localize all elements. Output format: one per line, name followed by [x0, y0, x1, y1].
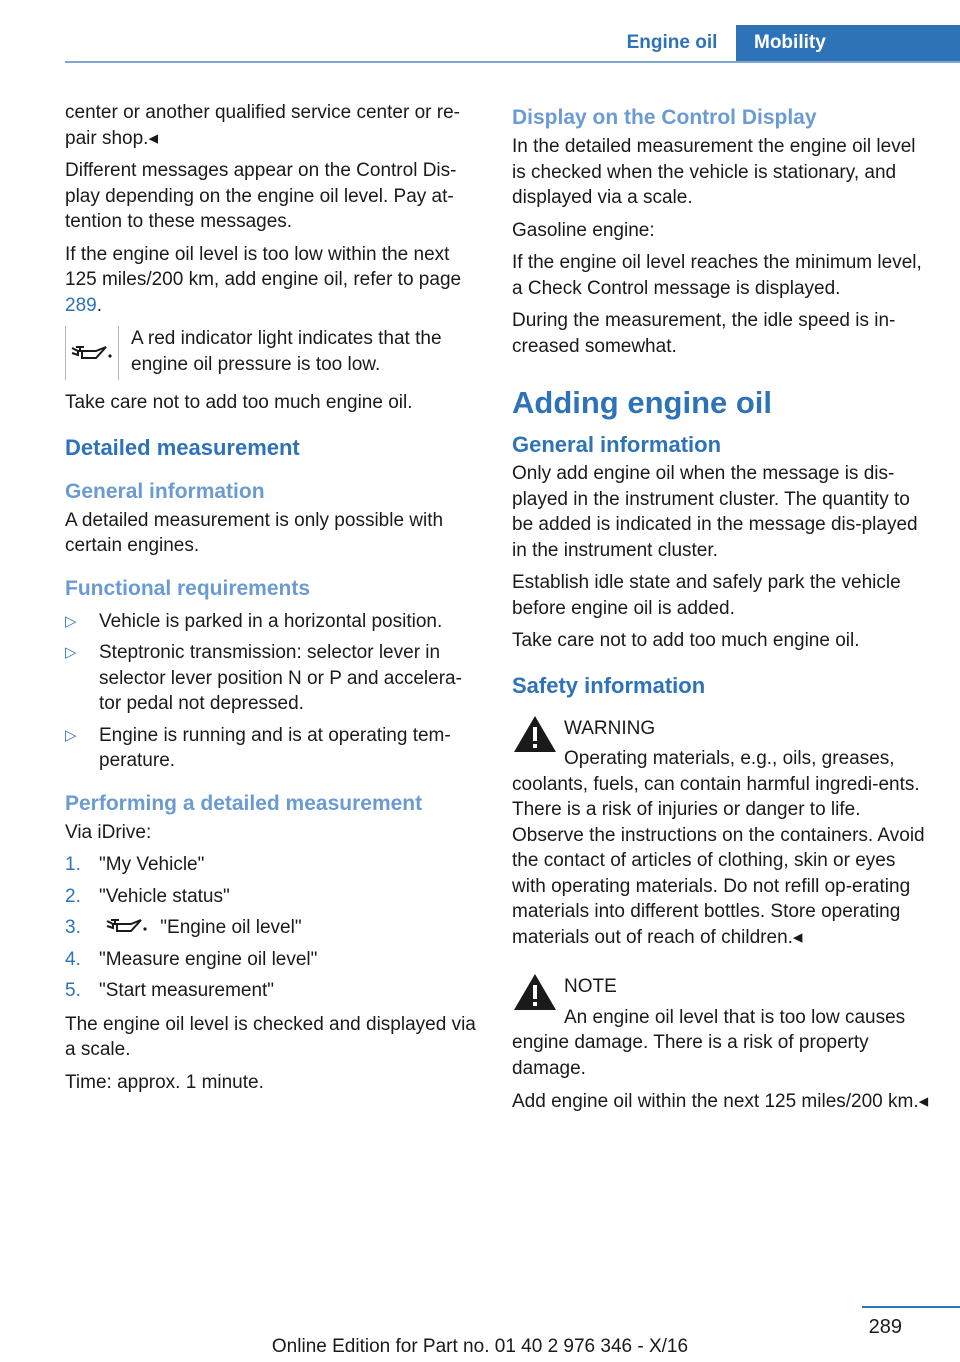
oil-can-icon — [99, 917, 155, 938]
step-text: "My Vehicle" — [99, 854, 205, 875]
note-title: NOTE — [564, 976, 617, 997]
list-item — [65, 884, 477, 910]
paragraph-general-2: Only add engine oil when the message is dis‐played in the instrument cluster. The quantity to be added is indicated in the message dis‐played in the instrument cluster. — [512, 463, 918, 561]
paragraph-checked: The engine oil level is checked and displayed via a scale. — [65, 1013, 476, 1060]
requirement-text: Steptronic transmission: selector lever in selector lever position N or P and accelera‐tor pedal not depressed. — [99, 642, 462, 714]
heading-safety-information: Safety information — [512, 672, 706, 698]
indicator-light-row — [65, 326, 477, 380]
triangle-bullet-icon: ▷ — [65, 644, 77, 661]
paragraph-idle: During the measurement, the idle speed is in‐creased somewhat. — [512, 310, 896, 357]
indicator-light-text: A red indicator light indicates that the engine oil pressure is too low. — [131, 328, 442, 375]
paragraph-establish: Establish idle state and safely park the vehicle before engine oil is added. — [512, 572, 901, 619]
requirement-text: Vehicle is parked in a horizontal position. — [99, 610, 443, 632]
step-number: 2. — [65, 885, 81, 907]
step-number: 1. — [65, 854, 81, 875]
step-number: 4. — [65, 948, 81, 970]
list-item — [65, 609, 477, 635]
oil-low-text: If the engine oil level is too low within the next 125 miles/200 km, add engine oil, refer to page — [65, 243, 462, 290]
page-number: 289 — [868, 1316, 902, 1338]
heading-general-information-2: General information — [512, 432, 722, 457]
list-item — [65, 915, 477, 941]
warning-triangle-icon — [512, 972, 558, 1012]
list-item — [65, 978, 477, 1004]
oil-can-icon — [65, 326, 119, 380]
warning-triangle-icon — [512, 714, 558, 754]
list-item — [65, 947, 477, 973]
heading-performing-measurement: Performing a detailed measurement — [65, 791, 423, 815]
paragraph-gasoline: If the engine oil level reaches the minimum level, a Check Control message is displayed. — [512, 252, 922, 299]
step-number: 5. — [65, 980, 81, 1001]
list-item — [65, 852, 477, 878]
paragraph-too-much: Take care not to add too much engine oil. — [65, 392, 413, 413]
list-item — [65, 640, 477, 717]
paragraph-note-add: Add engine oil within the next 125 miles/200 km.◂ — [512, 1091, 929, 1112]
paragraph-messages: Different messages appear on the Control Dis‐play depending on the engine oil level. Pay at‐tention to these messages. — [65, 160, 457, 232]
warning-text: Operating materials, e.g., oils, greases, coolants, fuels, can contain harmful ingredi‐ents. There is a risk of injuries or danger to life. Observe the instructions on the containers. Avoid the contact of articles of clothing, skin or eyes with operating materials. Do not refill op‐erating materials into different bottles. Store operating materials out of reach of children.◂ — [512, 748, 925, 948]
header-chapter-tab: Mobility — [736, 25, 960, 61]
footer-divider — [862, 1306, 960, 1308]
requirement-text: Engine is running and is at operating tem‐perature. — [99, 724, 451, 771]
left-column — [65, 100, 477, 1102]
page-link[interactable]: 289 — [65, 294, 97, 316]
paragraph-oil-low — [65, 242, 477, 319]
warning-block — [512, 710, 932, 951]
list-item — [65, 723, 477, 774]
header-divider — [65, 61, 960, 63]
step-text: "Vehicle status" — [99, 885, 230, 907]
heading-adding-engine-oil: Adding engine oil — [512, 385, 773, 420]
paragraph-display: In the detailed measurement the engine oil level is checked when the vehicle is stationary, and displayed via a scale. — [512, 136, 916, 208]
heading-functional-requirements: Functional requirements — [65, 576, 311, 600]
note-text: An engine oil level that is too low causes engine damage. There is a risk of property damage. — [512, 1006, 906, 1079]
step-text: "Start measurement" — [99, 980, 275, 1001]
note-block — [512, 968, 932, 1081]
triangle-bullet-icon: ▷ — [65, 726, 77, 744]
oil-low-suffix: . — [96, 294, 102, 316]
requirements-list — [65, 609, 477, 774]
paragraph-care: Take care not to add too much engine oil. — [512, 630, 860, 651]
heading-display-control-display: Display on the Control Display — [512, 106, 817, 129]
triangle-bullet-icon: ▷ — [65, 612, 77, 630]
heading-general-information: General information — [65, 479, 265, 503]
step-text: "Measure engine oil level" — [99, 948, 318, 970]
paragraph-time: Time: approx. 1 minute. — [65, 1071, 264, 1093]
steps-list — [65, 852, 477, 1004]
paragraph-gasoline-label: Gasoline engine: — [512, 219, 655, 241]
warning-title: WARNING — [564, 717, 656, 739]
heading-detailed-measurement: Detailed measurement — [65, 434, 300, 460]
step-number: 3. — [65, 917, 81, 938]
step-text: "Engine oil level" — [155, 917, 302, 938]
paragraph-general: A detailed measurement is only possible with certain engines. — [65, 509, 444, 556]
edition-text: Online Edition for Part no. 01 40 2 976 346 - X/16 — [271, 1336, 689, 1357]
header-section-tab: Engine oil — [626, 32, 718, 53]
paragraph-via-idrive: Via iDrive: — [65, 821, 152, 843]
paragraph-service-center: center or another qualified service center or re‐pair shop.◂ — [65, 102, 460, 149]
right-column — [512, 100, 932, 1122]
